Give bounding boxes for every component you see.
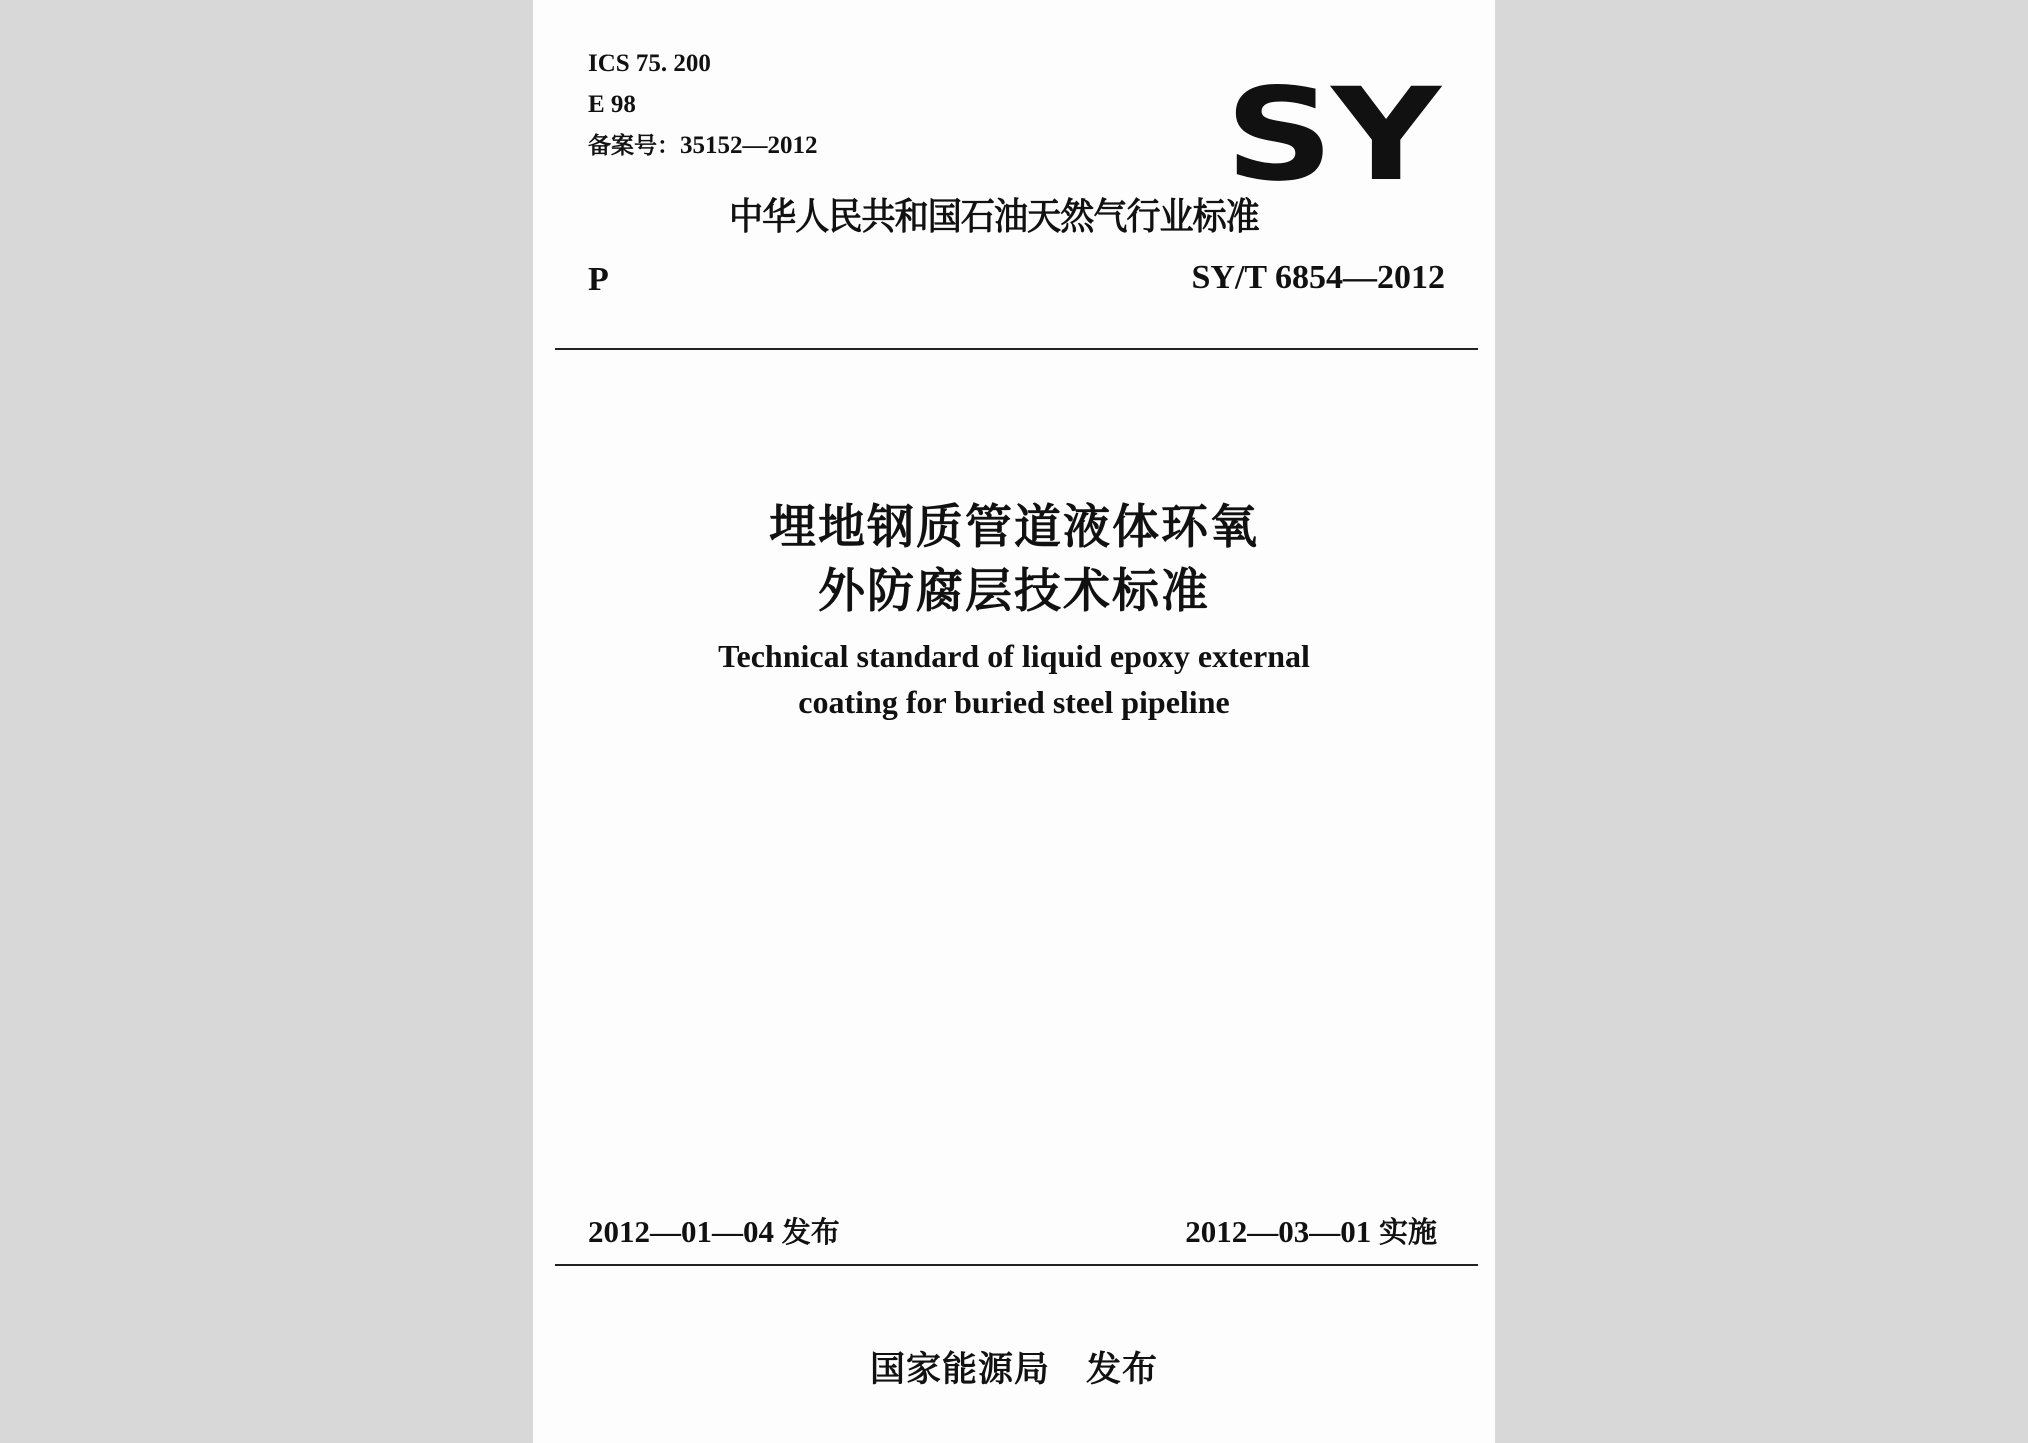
footer-divider [555, 1264, 1478, 1266]
implement-date: 2012—03—01 [1185, 1214, 1372, 1249]
filing-number-line [588, 131, 818, 161]
implement-label: 实施 [1378, 1215, 1437, 1249]
ics-code: ICS 75. 200 [588, 50, 711, 77]
industry-standard-title: 中华人民共和国石油天然气行业标准 [729, 195, 1259, 238]
filing-number-value: 35152—2012 [680, 132, 818, 159]
header-divider [555, 348, 1478, 350]
title-en-line-1: Technical standard of liquid epoxy external [718, 638, 1310, 674]
implement-date-line [1185, 1212, 1437, 1252]
document-cover-page [533, 0, 1495, 1443]
filing-number-label: 备案号： [588, 133, 680, 159]
ccs-code: E 98 [588, 91, 636, 118]
sy-logo: SY [1225, 61, 1439, 210]
title-en-line-2: coating for buried steel pipeline [798, 684, 1230, 720]
publisher: 国家能源局 发布 [869, 1350, 1158, 1390]
issue-label: 发布 [781, 1215, 840, 1249]
issue-date-line [588, 1212, 840, 1252]
title-cn-line-1: 埋地钢质管道液体环氧 [769, 500, 1259, 555]
category-letter: P [588, 261, 609, 298]
title-cn-line-2: 外防腐层技术标准 [818, 564, 1210, 619]
standard-number: SY/T 6854—2012 [1191, 259, 1445, 296]
issue-date: 2012—01—04 [588, 1214, 774, 1249]
